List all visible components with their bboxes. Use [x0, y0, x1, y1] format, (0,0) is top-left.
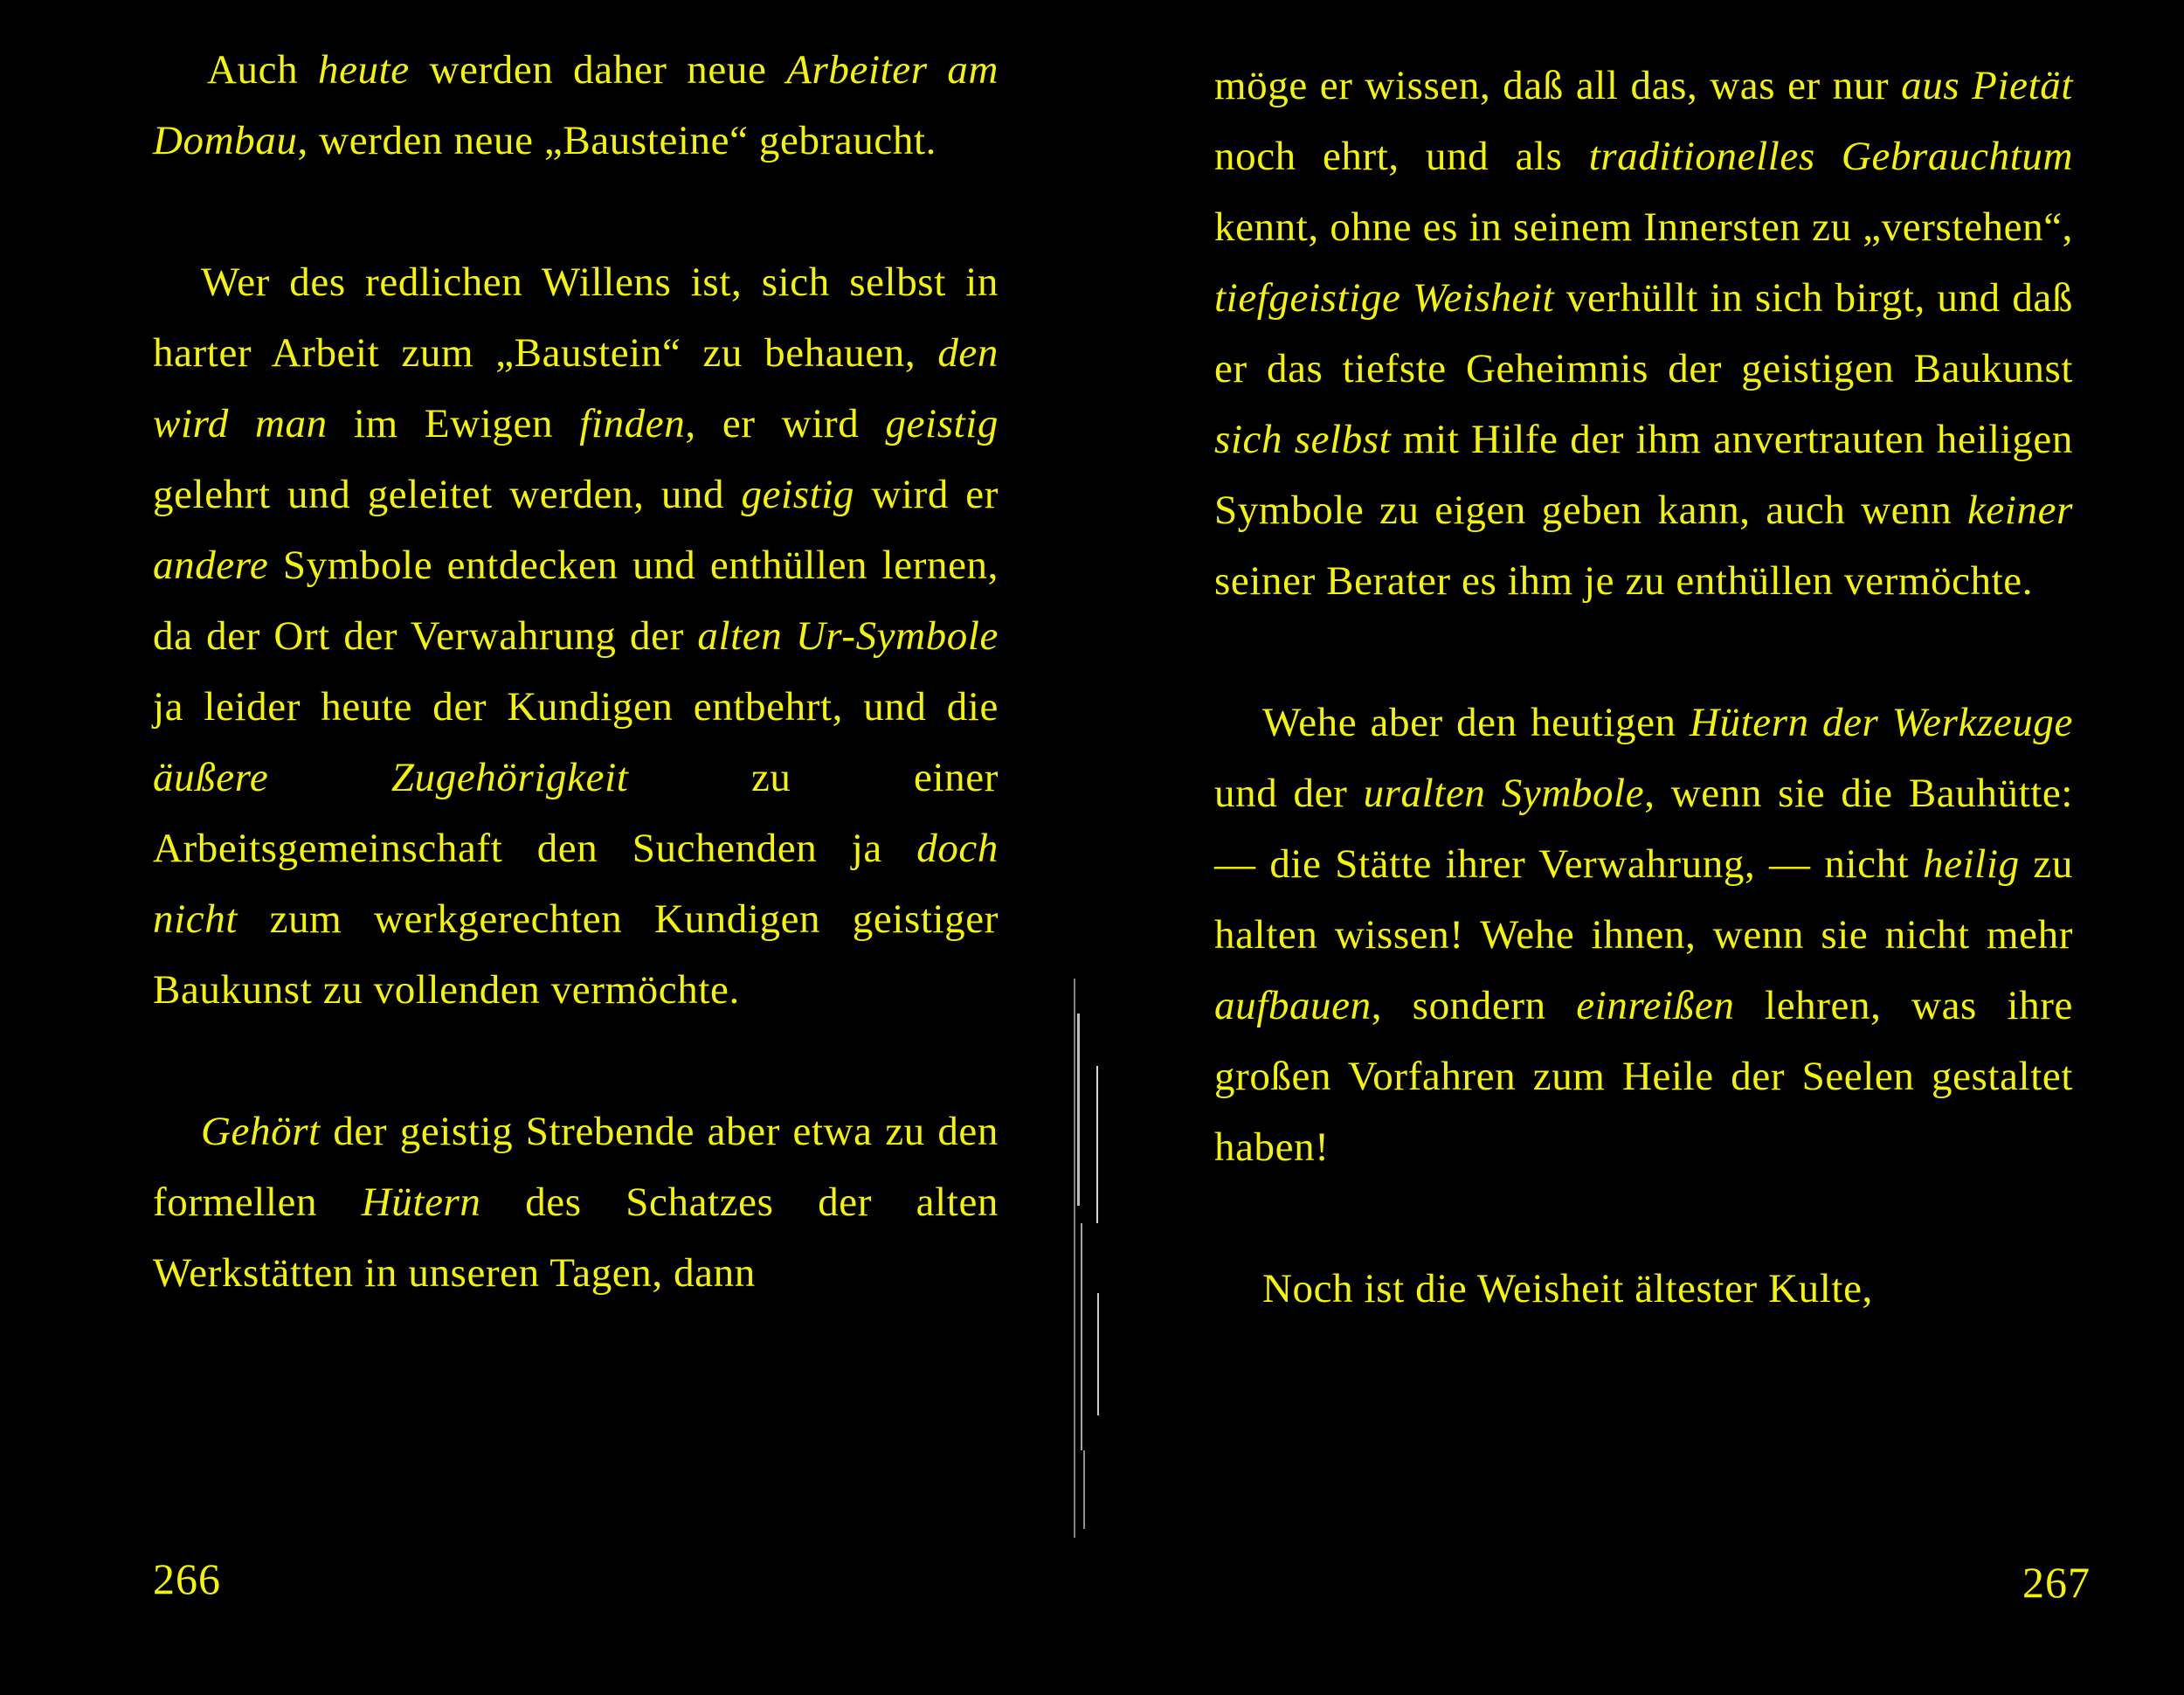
italic-run: uralten Symbole: [1363, 771, 1645, 816]
italic-run: tiefgeistige Weisheit: [1214, 275, 1555, 321]
text-run: Wehe aber den heutigen: [1262, 700, 1690, 745]
book-binding: [1061, 961, 1105, 1573]
text-run: , werden neue „Bausteine“ gebraucht.: [297, 118, 936, 163]
left-page: [0, 0, 1075, 1695]
text-run: im Ewigen: [327, 401, 580, 446]
italic-run: andere: [153, 543, 269, 588]
page-number-left: 266: [153, 1554, 221, 1603]
paragraph: [1214, 688, 2073, 1183]
text-run: ja leider heute der Kundigen entbehrt, und die: [153, 684, 999, 730]
text-run: werden daher neue: [409, 47, 787, 93]
text-run: Auch: [207, 47, 318, 93]
paragraph: [153, 35, 999, 176]
italic-run: aufbauen: [1214, 983, 1372, 1028]
italic-run: sich selbst: [1214, 417, 1392, 462]
italic-run: Gehört: [201, 1109, 321, 1154]
text-run: des Schatzes der alten Werkstätten in unseren Tagen, dann: [153, 1180, 999, 1296]
paragraph: [153, 247, 999, 1026]
italic-run: alten Ur-Symbole: [697, 613, 999, 659]
text-run: zu halten wissen! Wehe ihnen, wenn sie nicht mehr: [1214, 841, 2073, 958]
text-run: der geistig Strebende aber etwa zu den formellen: [153, 1109, 999, 1225]
right-page: [1109, 0, 2184, 1695]
italic-run: geistig: [741, 472, 855, 517]
italic-run: Arbeiter am Dombau: [153, 47, 999, 163]
italic-run: heilig: [1923, 841, 2020, 887]
text-run: Symbole entdecken und enthüllen lernen, da der Ort der Verwahrung der: [153, 543, 999, 659]
italic-run: geistig: [885, 401, 999, 446]
italic-run: äußere Zugehörigkeit: [153, 755, 629, 800]
italic-run: den wird man: [153, 330, 999, 446]
text-run: zum werkgerechten Kundigen geistiger Baukunst zu vollenden vermöchte.: [153, 896, 999, 1013]
text-run: verhüllt in sich birgt, und daß er das tiefste Geheimnis der geistigen Baukunst: [1214, 275, 2073, 391]
text-run: noch ehrt, und als: [1214, 134, 1589, 179]
text-run: seiner Berater es ihm je zu enthüllen vermöchte.: [1214, 558, 2034, 604]
italic-run: aus Pietät: [1901, 63, 2073, 108]
paragraph: [153, 1097, 999, 1309]
italic-run: finden: [579, 401, 686, 446]
right-page-text: [1214, 51, 2073, 1325]
italic-run: traditionelles Gebrauchtum: [1588, 134, 2073, 179]
italic-run: Hütern: [361, 1180, 481, 1225]
text-run: wird er: [854, 472, 999, 517]
left-page-text: [153, 35, 999, 1309]
page-number-right: 267: [2022, 1558, 2091, 1607]
text-run: kennt, ohne es in seinem Innersten zu „verstehen“,: [1214, 204, 2073, 250]
italic-run: doch nicht: [153, 826, 999, 942]
italic-run: einreißen: [1576, 983, 1735, 1028]
paragraph: [1214, 1254, 2073, 1325]
italic-run: heute: [317, 47, 410, 93]
italic-run: Hütern der Werkzeuge: [1689, 700, 2073, 745]
text-run: Wer des redlichen Willens ist, sich selbst in harter Arbeit zum „Baustein“ zu behauen,: [153, 259, 999, 376]
text-run: und der: [1214, 771, 1364, 816]
text-run: gelehrt und geleitet werden, und: [153, 472, 742, 517]
text-run: zu einer Arbeitsgemeinschaft den Suchenden ja: [153, 755, 999, 871]
text-run: Noch ist die Weisheit ältester Kulte,: [1262, 1266, 1873, 1311]
italic-run: keiner: [1966, 488, 2073, 533]
text-run: mit Hilfe der ihm anvertrauten heiligen Symbole zu eigen geben kann, auch wenn: [1214, 417, 2073, 533]
text-run: , sondern: [1371, 983, 1577, 1028]
text-run: , er wird: [685, 401, 886, 446]
text-run: lehren, was ihre großen Vorfahren zum Heile der Seelen gestaltet haben!: [1214, 983, 2073, 1170]
text-run: , wenn sie die Bauhütte: — die Stätte ihrer Verwahrung, — nicht: [1214, 771, 2074, 887]
paragraph: [1214, 51, 2073, 617]
text-run: möge er wissen, daß all das, was er nur: [1214, 63, 1902, 108]
